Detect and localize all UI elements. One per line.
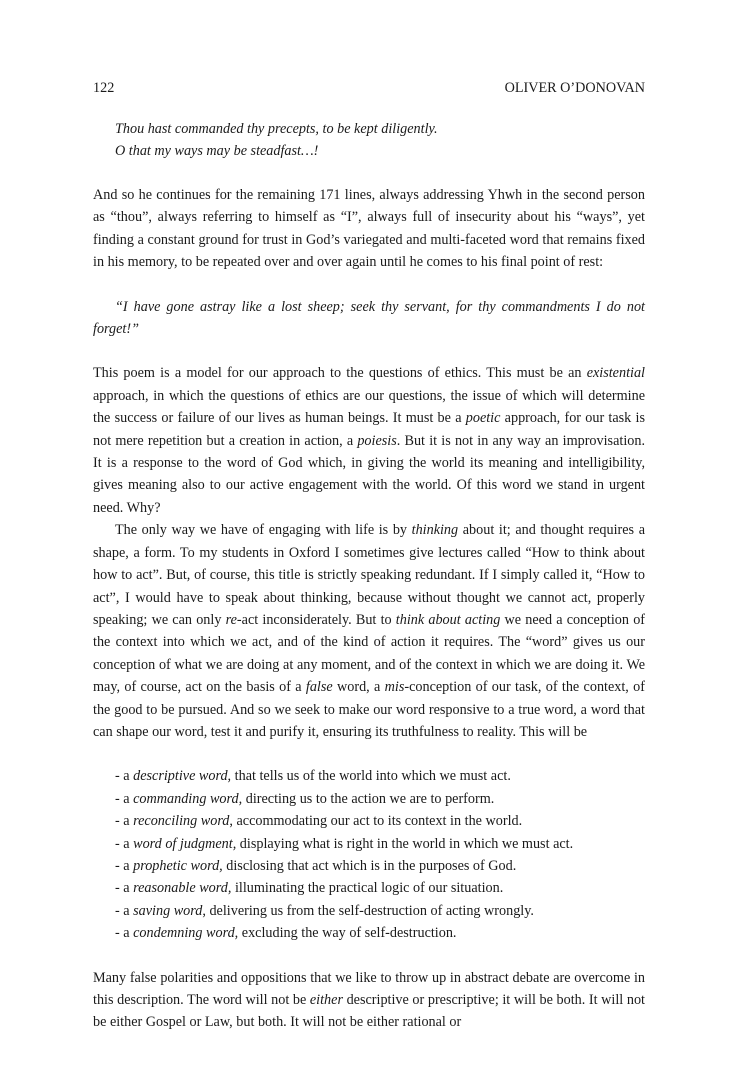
- paragraph-3-text: word, a: [332, 679, 385, 696]
- paragraph-2-text: approach, in which the questions of ethics are our questions, the issue of which will determine the success or failure of our lives as human beings. It must be a: [93, 387, 645, 427]
- paragraph-2-emphasis: poiesis: [357, 432, 397, 449]
- list-item: [115, 900, 645, 922]
- list-item-prefix: - a: [115, 880, 134, 897]
- list-item-term: commanding word,: [133, 790, 243, 807]
- list-item-term: prophetic word,: [133, 857, 223, 874]
- paragraph-2-emphasis: poetic: [465, 410, 501, 427]
- paragraph-2-text: . But it is not in any way an improvisation. It is a response to the word of God which, in giving the world its meaning and intelligibility, gives meaning also to our active engagement with the world. Of this word we stand in urgent need. Why?: [93, 432, 645, 516]
- opening-quote: [115, 118, 645, 162]
- list-item: [115, 788, 645, 810]
- list-item-text: directing us to the action we are to perform.: [242, 790, 495, 807]
- list-item: [115, 855, 645, 877]
- paragraph-3: [93, 519, 645, 743]
- paragraph-4-text: Many false polarities and oppositions that we like to throw up in abstract debate are overcome in this description. The word will not be: [93, 969, 645, 1008]
- paragraph-3-text: -act inconsiderately. But to: [236, 611, 396, 628]
- list-item-term: reasonable word,: [133, 880, 232, 897]
- list-item: [115, 765, 645, 787]
- list-item-prefix: - a: [115, 902, 134, 919]
- paragraph-3-text: -conception of our task, of the context, of the good to be pursued. And so we seek to make our word responsive to a true word, a word that can shape our word, test it and purify it, ensuring its truthfulness to reality. This will be: [93, 679, 645, 740]
- paragraph-2: [93, 362, 645, 519]
- paragraph-3-text: The only way we have of engaging with life is by: [115, 522, 412, 539]
- opening-quote-line-1: Thou hast commanded thy precepts, to be kept diligently.: [115, 121, 438, 137]
- paragraph-3-emphasis: thinking: [411, 522, 459, 539]
- paragraph-3-emphasis: re: [225, 611, 237, 628]
- list-item-term: word of judgment,: [133, 835, 237, 852]
- paragraph-2-text: approach, for our task is not mere repetition but a creation in action, a: [93, 410, 645, 449]
- list-item-prefix: - a: [115, 925, 134, 942]
- list-item-text: excluding the way of self-destruction.: [238, 925, 457, 942]
- paragraph-3-text: we need a conception of the context into which we act, and of the kind of action it requires. The “word” gives us our conception of what we are doing at any moment, and of the context in which we are doing it. We may, of course, act on the basis of a: [93, 611, 646, 696]
- list-item-text: that tells us of the world into which we must act.: [231, 768, 511, 785]
- list-item: [115, 833, 645, 855]
- paragraph-4: [93, 967, 645, 1034]
- running-head: [93, 78, 645, 98]
- list-item-prefix: - a: [115, 813, 134, 830]
- paragraph-2-text: This poem is a model for our approach to the questions of ethics. This must be an: [93, 365, 587, 382]
- list-item: [115, 877, 645, 899]
- word-list: [115, 765, 645, 944]
- list-item-prefix: - a: [115, 768, 134, 785]
- paragraph-3-text: about it; and thought requires a shape, a form. To my students in Oxford I sometimes give lectures called “How to think about how to act”. But, of course, this title is strictly speaking redundant. If I simply called it, “How to act”, I would have to speak about thinking, because without thought we cannot act, properly speaking; we can only: [93, 522, 645, 628]
- page: [93, 78, 645, 1034]
- list-item-prefix: - a: [115, 835, 134, 852]
- list-item-prefix: - a: [115, 790, 134, 807]
- paragraph-3-emphasis: think about acting: [395, 611, 501, 628]
- list-item-term: saving word: [133, 902, 203, 919]
- paragraph-4-emphasis: either: [309, 992, 343, 1008]
- list-item-term: reconciling word: [133, 813, 230, 830]
- final-quote: “I have gone astray like a lost sheep; seek thy servant, for thy commandments I do not forget!”: [93, 298, 645, 338]
- list-item-text: disclosing that act which is in the purposes of God.: [222, 857, 517, 874]
- list-item-text: illuminating the practical logic of our situation.: [231, 880, 504, 897]
- running-head-author: OLIVER O’DONOVAN: [504, 80, 645, 96]
- list-item-text: , delivering us from the self-destruction of acting wrongly.: [202, 902, 534, 919]
- page-number: 122: [93, 80, 115, 96]
- list-item-term: descriptive word,: [133, 768, 232, 785]
- paragraph-1: And so he continues for the remaining 171 lines, always addressing Yhwh in the second person as “thou”, always referring to himself as “I”, always full of insecurity about his “ways”, yet finding a constant ground for trust in God’s variegated and multi-faceted word that remains fixed in his memory, to be repeated over and over again until he comes to his final point of rest:: [93, 187, 645, 271]
- paragraph-2-emphasis: existential: [586, 365, 645, 382]
- list-item-text: , accommodating our act to its context in the world.: [229, 813, 523, 830]
- paragraph-3-emphasis: false: [305, 679, 333, 696]
- list-item-text: displaying what is right in the world in which we must act.: [236, 835, 574, 852]
- list-item-prefix: - a: [115, 857, 134, 874]
- list-item: [115, 922, 645, 944]
- paragraph-4-text: descriptive or prescriptive; it will be both. It will not be either Gospel or Law, but both. It will not be either rational or: [93, 992, 645, 1031]
- list-item-term: condemning word,: [133, 925, 239, 942]
- list-item: [115, 810, 645, 832]
- paragraph-3-emphasis: mis: [384, 679, 405, 696]
- opening-quote-line-2: O that my ways may be steadfast…!: [115, 143, 319, 159]
